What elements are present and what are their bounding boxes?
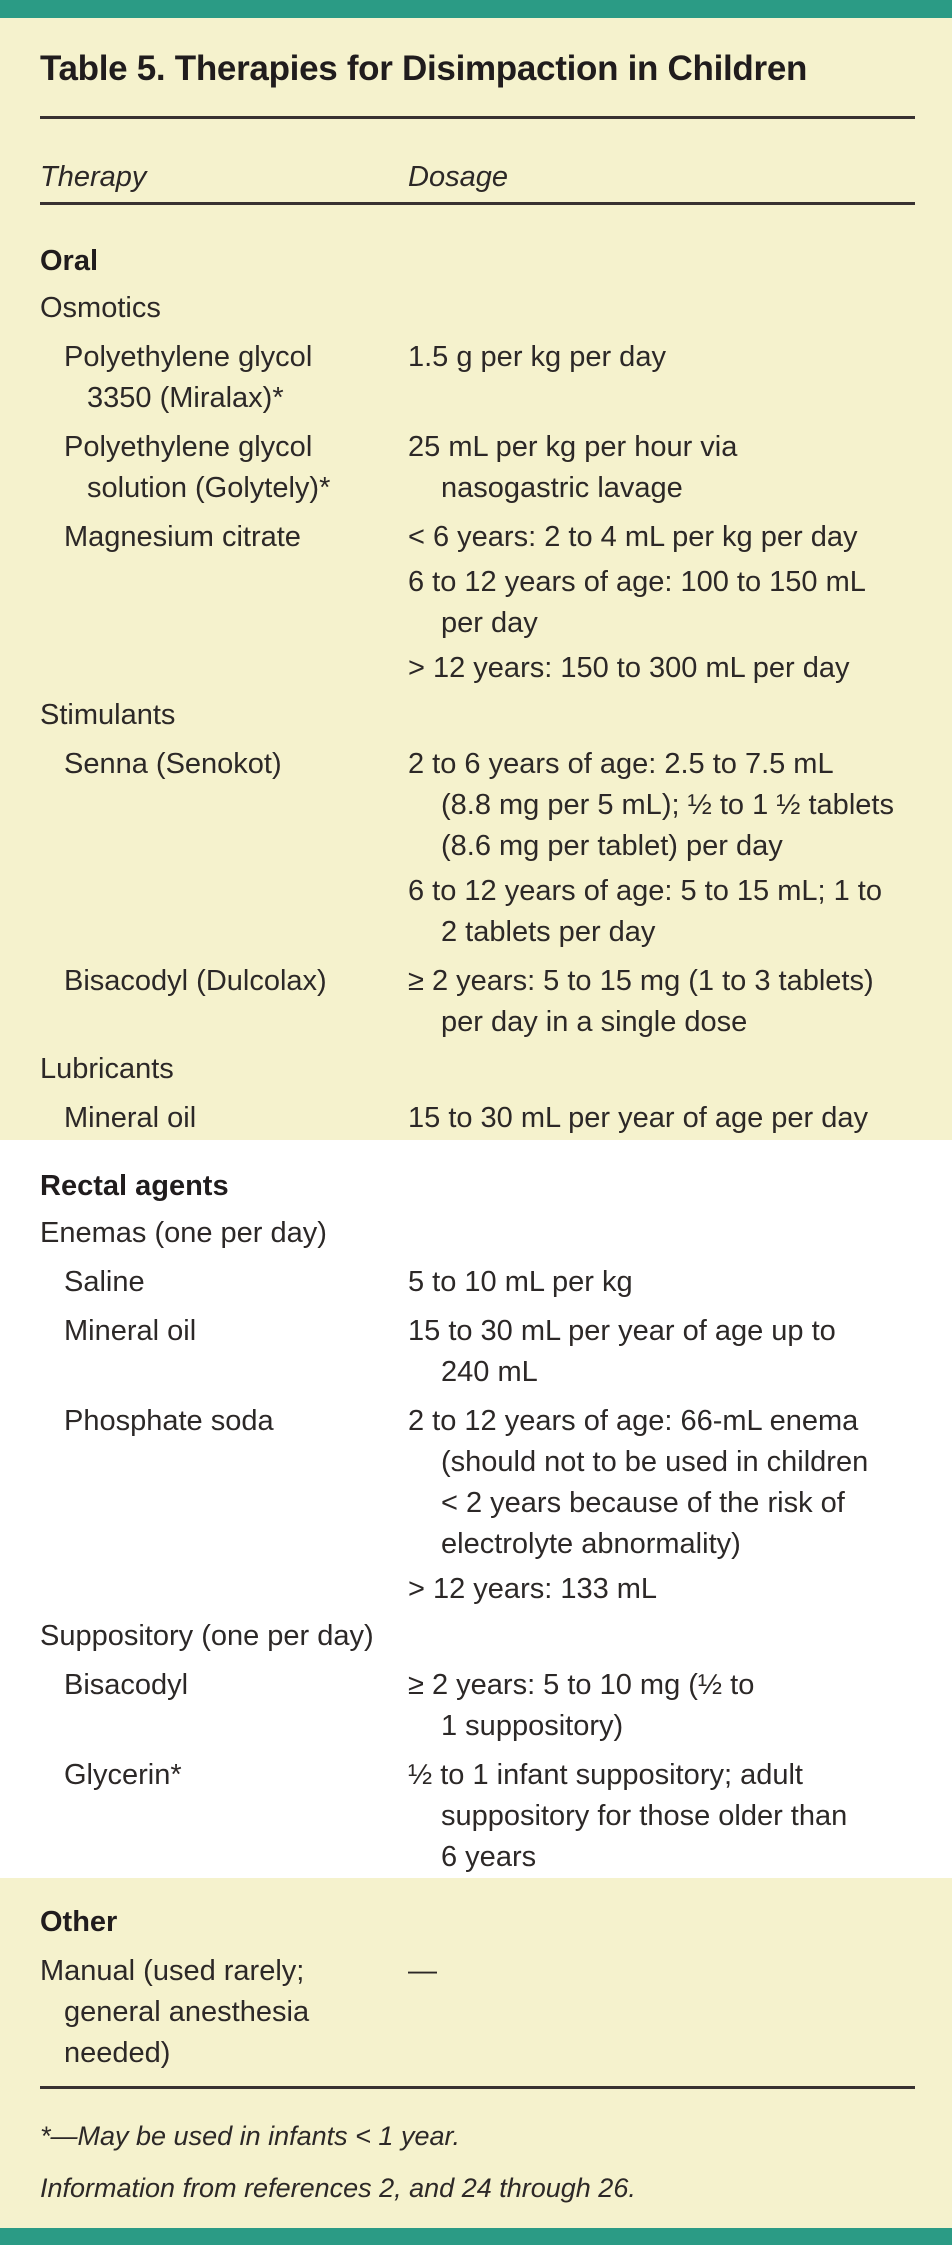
dosage-item bbox=[408, 1401, 915, 1565]
section-body-other bbox=[40, 1902, 915, 2074]
dosage-line: 15 to 30 mL per year of age per day bbox=[408, 1102, 868, 1134]
dosage-line: (should not to be used in children bbox=[441, 1446, 869, 1478]
dosage-cell bbox=[408, 1401, 915, 1610]
therapy-line: Phosphate soda bbox=[64, 1405, 274, 1437]
dosage-cell bbox=[408, 337, 915, 419]
therapy-cell bbox=[40, 427, 408, 509]
dosage-cell bbox=[408, 1665, 915, 1747]
group-label: Enemas (one per day) bbox=[40, 1217, 327, 1249]
therapy-cell bbox=[40, 1098, 408, 1139]
section-body-oral bbox=[40, 241, 915, 1139]
table-row bbox=[40, 1665, 915, 1747]
table-row bbox=[40, 1755, 915, 1878]
table-row bbox=[40, 427, 915, 509]
dosage-cell bbox=[408, 744, 915, 953]
table-title: Table 5. Therapies for Disimpaction in Children bbox=[40, 49, 808, 88]
dosage-line: (8.6 mg per tablet) per day bbox=[441, 830, 783, 862]
table-row bbox=[40, 1311, 915, 1393]
dosage-line: 6 to 12 years of age: 5 to 15 mL; 1 to bbox=[408, 875, 882, 907]
dosage-item bbox=[408, 1665, 915, 1747]
therapy-line: Manual (used rarely; bbox=[40, 1955, 305, 1987]
dosage-item bbox=[408, 744, 915, 867]
top-accent-bar bbox=[0, 0, 952, 18]
panel-other bbox=[0, 1878, 952, 2228]
dosage-item bbox=[408, 337, 915, 378]
dosage-cell bbox=[408, 1098, 915, 1139]
therapy-cell bbox=[40, 961, 408, 1043]
dosage-cell bbox=[408, 1951, 915, 2074]
dosage-line: ≥ 2 years: 5 to 15 mg (1 to 3 tablets) bbox=[408, 965, 874, 997]
column-header-row bbox=[40, 157, 915, 198]
therapy-cell bbox=[40, 337, 408, 419]
panel-rectal-agents bbox=[0, 1140, 952, 1878]
dosage-line: 1 suppository) bbox=[441, 1710, 624, 1742]
therapy-cell bbox=[40, 1665, 408, 1747]
group-label: Stimulants bbox=[40, 699, 176, 731]
therapy-line: Glycerin* bbox=[64, 1759, 182, 1791]
section-header: Rectal agents bbox=[40, 1170, 229, 1202]
dosage-cell bbox=[408, 517, 915, 689]
therapy-cell bbox=[40, 1951, 408, 2074]
dosage-line: 6 to 12 years of age: 100 to 150 mL bbox=[408, 566, 866, 598]
dosage-item bbox=[408, 1569, 915, 1610]
table-row bbox=[40, 517, 915, 689]
group-label: Suppository (one per day) bbox=[40, 1620, 374, 1652]
dosage-line: 5 to 10 mL per kg bbox=[408, 1266, 633, 1298]
dosage-item bbox=[408, 1262, 915, 1303]
dosage-line: nasogastric lavage bbox=[441, 472, 683, 504]
section-header: Other bbox=[40, 1906, 118, 1938]
group-label: Osmotics bbox=[40, 292, 161, 324]
dosage-item bbox=[408, 517, 915, 558]
dosage-line: 1.5 g per kg per day bbox=[408, 341, 666, 373]
dosage-line: ≥ 2 years: 5 to 10 mg (½ to bbox=[408, 1669, 755, 1701]
dosage-line: per day in a single dose bbox=[441, 1006, 748, 1038]
bottom-accent-bar bbox=[0, 2228, 952, 2245]
dosage-line: 6 years bbox=[441, 1841, 537, 1873]
table-row bbox=[40, 1401, 915, 1610]
footnote-source: Information from references 2, and 24 through 26. bbox=[40, 2173, 636, 2203]
therapy-line: Mineral oil bbox=[64, 1102, 197, 1134]
section-body-rectal bbox=[40, 1166, 915, 1878]
dosage-line: 2 to 12 years of age: 66-mL enema bbox=[408, 1405, 859, 1437]
therapy-line: general anesthesia bbox=[64, 1996, 310, 2028]
dosage-cell bbox=[408, 1262, 915, 1303]
dosage-item bbox=[408, 1311, 915, 1393]
dosage-cell bbox=[408, 1311, 915, 1393]
dosage-item bbox=[408, 871, 915, 953]
dosage-line: ½ to 1 infant suppository; adult bbox=[408, 1759, 803, 1791]
table-row bbox=[40, 961, 915, 1043]
table-row bbox=[40, 1262, 915, 1303]
dosage-item bbox=[408, 1755, 915, 1878]
dosage-item bbox=[408, 427, 915, 509]
dosage-line: 240 mL bbox=[441, 1356, 538, 1388]
therapy-cell bbox=[40, 517, 408, 689]
dosage-line: < 2 years because of the risk of bbox=[441, 1487, 845, 1519]
table-row bbox=[40, 1951, 915, 2074]
dosage-line: 15 to 30 mL per year of age up to bbox=[408, 1315, 836, 1347]
dosage-line: > 12 years: 150 to 300 mL per day bbox=[408, 652, 850, 684]
therapy-cell bbox=[40, 1755, 408, 1878]
dosage-cell bbox=[408, 961, 915, 1043]
dosage-item bbox=[408, 562, 915, 644]
dosage-line: 2 tablets per day bbox=[441, 916, 656, 948]
therapy-line: Magnesium citrate bbox=[64, 521, 301, 553]
therapy-line: Senna (Senokot) bbox=[64, 748, 282, 780]
therapy-cell bbox=[40, 744, 408, 953]
dosage-item bbox=[408, 1098, 915, 1139]
therapy-cell bbox=[40, 1262, 408, 1303]
group-label: Lubricants bbox=[40, 1053, 174, 1085]
dosage-line: > 12 years: 133 mL bbox=[408, 1573, 658, 1605]
dosage-line: per day bbox=[441, 607, 538, 639]
dosage-cell bbox=[408, 1755, 915, 1878]
therapy-cell bbox=[40, 1401, 408, 1610]
dosage-line: 25 mL per kg per hour via bbox=[408, 431, 738, 463]
header-rule bbox=[40, 202, 915, 205]
therapy-line: Mineral oil bbox=[64, 1315, 197, 1347]
footnote-asterisk: *—May be used in infants < 1 year. bbox=[40, 2121, 460, 2151]
therapy-line: 3350 (Miralax)* bbox=[87, 382, 284, 414]
dosage-item bbox=[408, 648, 915, 689]
therapy-line: Bisacodyl (Dulcolax) bbox=[64, 965, 327, 997]
dosage-line: suppository for those older than bbox=[441, 1800, 848, 1832]
therapy-line: Saline bbox=[64, 1266, 145, 1298]
dosage-line: 2 to 6 years of age: 2.5 to 7.5 mL bbox=[408, 748, 834, 780]
dosage-cell bbox=[408, 427, 915, 509]
therapy-line: Bisacodyl bbox=[64, 1669, 189, 1701]
dosage-item bbox=[408, 961, 915, 1043]
table-row bbox=[40, 337, 915, 419]
dosage-line: — bbox=[408, 1955, 437, 1987]
dosage-line: < 6 years: 2 to 4 mL per kg per day bbox=[408, 521, 858, 553]
footnote-rule bbox=[40, 2086, 915, 2089]
therapy-cell bbox=[40, 1311, 408, 1393]
column-header-therapy: Therapy bbox=[40, 161, 147, 193]
dosage-line: electrolyte abnormality) bbox=[441, 1528, 741, 1560]
therapy-line: Polyethylene glycol bbox=[64, 431, 313, 463]
column-header-dosage: Dosage bbox=[408, 161, 508, 193]
therapy-line: needed) bbox=[64, 2037, 171, 2069]
therapy-line: Polyethylene glycol bbox=[64, 341, 313, 373]
table-row bbox=[40, 744, 915, 953]
section-header: Oral bbox=[40, 245, 99, 277]
therapy-line: solution (Golytely)* bbox=[87, 472, 331, 504]
title-rule bbox=[40, 116, 915, 119]
table-row bbox=[40, 1098, 915, 1139]
dosage-line: (8.8 mg per 5 mL); ½ to 1 ½ tablets bbox=[441, 789, 894, 821]
dosage-item bbox=[408, 1951, 915, 1992]
panel-oral bbox=[0, 18, 952, 1140]
